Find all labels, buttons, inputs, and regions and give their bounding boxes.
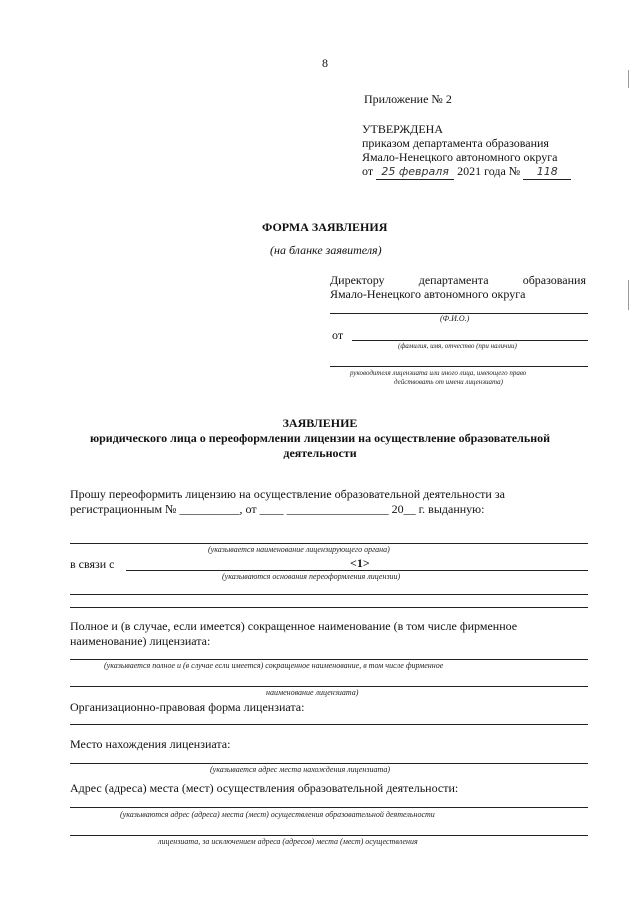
approved-title: УТВЕРЖДЕНА — [362, 122, 444, 136]
issuer-line — [70, 543, 588, 544]
fullname-field-line-2 — [70, 686, 588, 687]
due-to-label: в связи с — [70, 557, 115, 571]
address-caption-1: (указываются адрес (адреса) места (мест) осуществления образовательной деятельности — [120, 810, 435, 819]
addressee-line2: Ямало-Ненецкого автономного округа — [330, 287, 526, 301]
addressee-word-1: Директору — [330, 273, 385, 287]
role-caption-1: руководителя лицензиата или иного лица, имеющего право — [350, 369, 527, 377]
handwritten-date: 25 февраля — [376, 165, 454, 180]
grounds-line-3 — [70, 607, 588, 608]
addressee-word-2: департамента — [418, 273, 489, 287]
grounds-caption: (указываются основания переоформления лицензии) — [222, 572, 401, 581]
fullname-caption-1: (указывается полное и (в случае если имеется) сокращенное наименование, в том числе фирменное — [104, 661, 444, 670]
legal-form-label: Организационно-правовая форма лицензиата: — [70, 700, 305, 714]
location-line — [70, 763, 588, 764]
addressee-word-3: образования — [522, 273, 586, 287]
fullname-line-2: наименование) лицензиата: — [70, 634, 211, 648]
fullname-field-line-1 — [70, 659, 588, 660]
role-line — [330, 366, 588, 367]
location-label: Место нахождения лицензиата: — [70, 737, 231, 751]
issuer-caption: (указывается наименование лицензирующего органа) — [208, 545, 390, 554]
appendix-label: Приложение № 2 — [364, 92, 452, 106]
due-to-ref: <1> — [350, 556, 370, 570]
fio-caption: (Ф.И.О.) — [440, 314, 470, 323]
request-line-2: регистрационным № __________, от ____ _________________ 20__ г. выданную: — [70, 502, 485, 516]
statement-subtitle-1: юридического лица о переоформлении лицензии на осуществление образовательной — [89, 431, 551, 445]
fullname-caption-2: наименование лицензиата) — [266, 688, 359, 697]
statement-subtitle-2: деятельности — [283, 446, 357, 460]
fullname-line-1: Полное и (в случае, если имеется) сокращенное наименование (в том числе фирменное — [70, 619, 518, 633]
approved-line1: приказом департамента образования — [362, 136, 549, 150]
location-caption: (указывается адрес места нахождения лицензиата) — [210, 765, 391, 774]
date-prefix: от — [362, 164, 374, 178]
scan-edge-mark — [628, 280, 629, 310]
address-line-1 — [70, 807, 588, 808]
approved-line2: Ямало-Ненецкого автономного округа — [362, 150, 558, 164]
legal-form-line — [70, 724, 588, 725]
role-caption-2: действовать от имени лицензиата) — [394, 378, 503, 386]
from-label: от — [332, 328, 344, 342]
year-text: 2021 года № — [457, 164, 521, 178]
address-line-2 — [70, 835, 588, 836]
from-line — [352, 340, 588, 341]
addressee-line1 — [330, 273, 586, 287]
grounds-line-2 — [70, 594, 588, 595]
handwritten-number: 118 — [523, 165, 571, 180]
address-label: Адрес (адреса) места (мест) осуществления образовательной деятельности: — [70, 781, 459, 795]
scan-edge-mark — [628, 70, 629, 88]
form-subtitle: (на бланке заявителя) — [270, 243, 382, 257]
request-line-1: Прошу переоформить лицензию на осуществление образовательной деятельности за — [70, 487, 505, 501]
from-caption: (фамилия, имя, отчество (при наличии) — [398, 342, 517, 350]
page-number: 8 — [322, 56, 328, 70]
statement-title: ЗАЯВЛЕНИЕ — [282, 416, 358, 430]
form-title: ФОРМА ЗАЯВЛЕНИЯ — [262, 220, 388, 234]
due-to-line — [126, 570, 588, 571]
approved-date-line — [362, 164, 571, 180]
address-caption-2: лицензиата, за исключением адреса (адресов) места (мест) осуществления — [158, 837, 418, 846]
